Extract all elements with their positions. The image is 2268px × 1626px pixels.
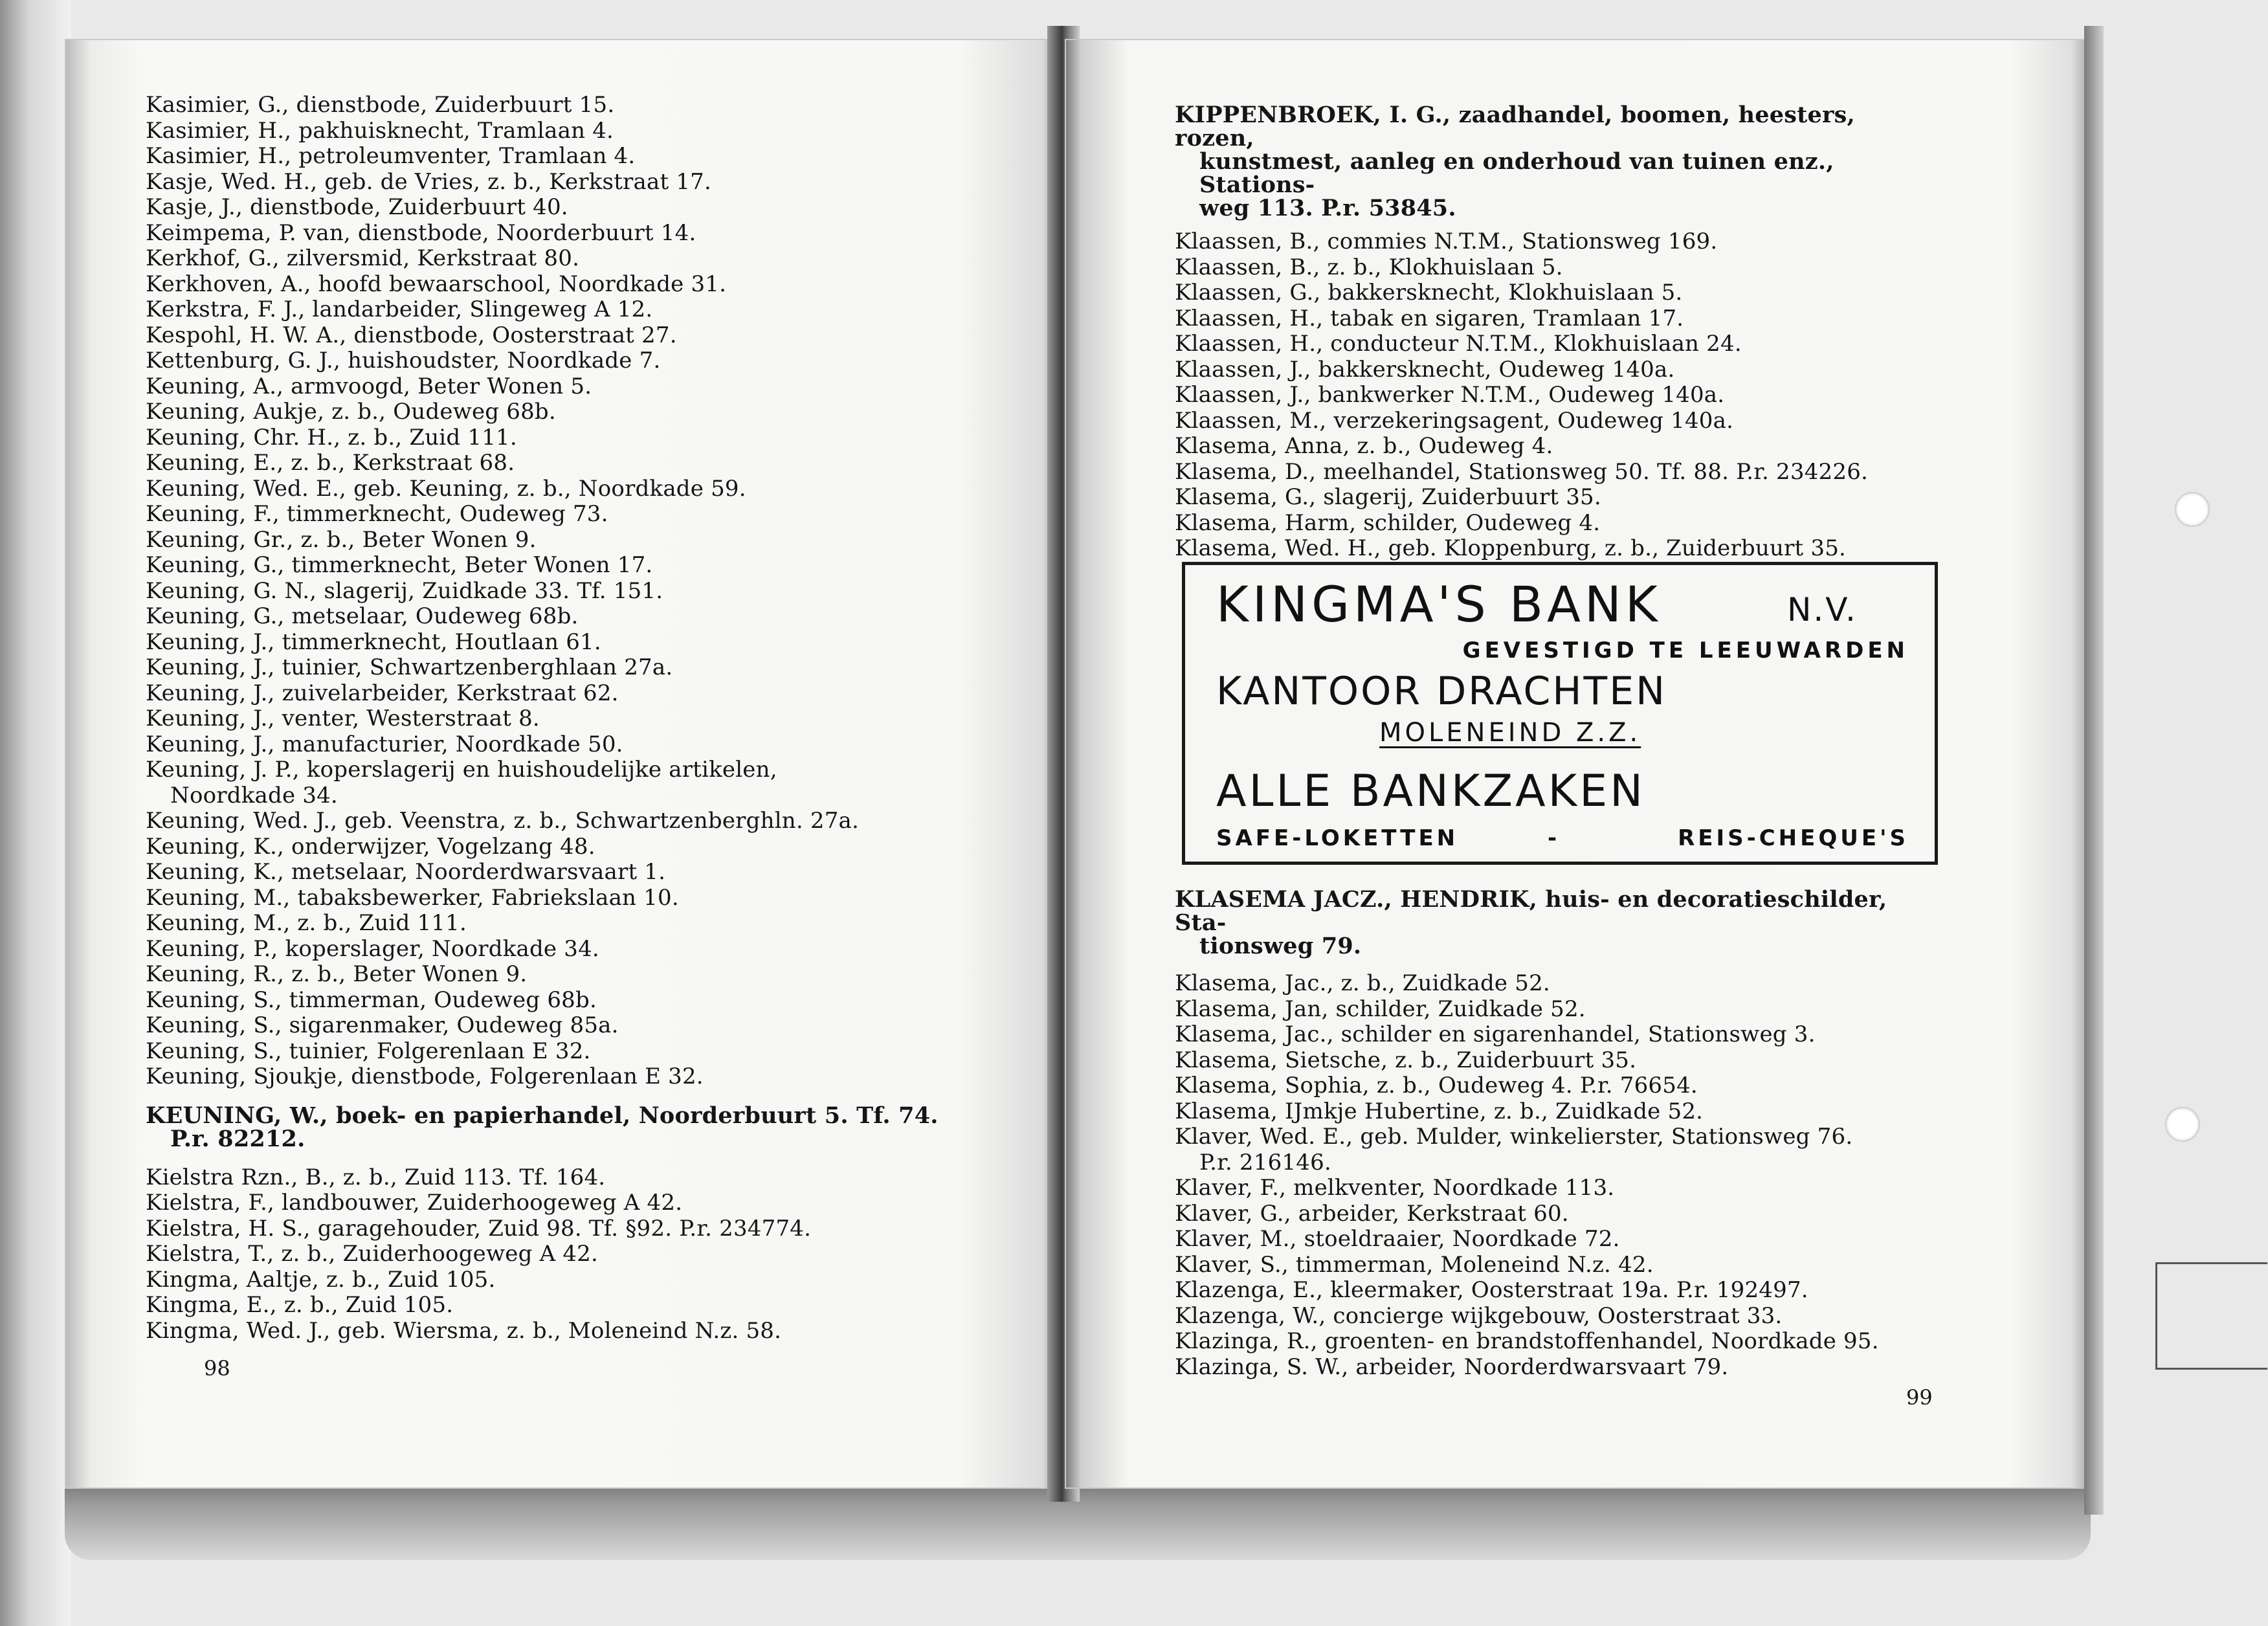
directory-entry: Kasje, J., dienstbode, Zuiderbuurt 40. [146,194,568,220]
directory-entry: Kingma, E., z. b., Zuid 105. [146,1292,454,1318]
directory-entry: Keuning, M., z. b., Zuid 111. [146,910,467,936]
directory-entry: Keuning, J., zuivelarbeider, Kerkstraat 62. [146,680,619,706]
heading-line: KLASEMA JACZ., HENDRIK, huis- en decoratieschilder, Sta- [1175,886,1887,936]
directory-entry: Kespohl, H. W. A., dienstbode, Oosterstraat 27. [146,322,677,348]
directory-entry: Keuning, S., timmerman, Oudeweg 68b. [146,986,597,1013]
entry-list [1175,971,1932,1124]
entry-list [146,808,981,1090]
directory-entry: Kettenburg, G. J., huishoudster, Noordkade 7. [146,348,661,373]
directory-entry: Klasema, IJmkje Hubertine, z. b., Zuidkade 52. [1175,1098,1704,1124]
directory-entry: Klasema, Jac., z. b., Zuidkade 52. [1175,970,1550,996]
heading-line: KEUNING, W., boek- en papierhandel, Noorderbuurt 5. Tf. 74. [146,1102,939,1129]
directory-entry [146,757,981,808]
directory-entry: Keuning, K., metselaar, Noorderdwarsvaart 1. [146,859,666,885]
directory-entry: Klaver, S., timmerman, Moleneind N.z. 42. [1175,1251,1654,1278]
directory-entry: Klasema, Jan, schilder, Zuidkade 52. [1175,996,1586,1022]
ad-safe-deposit: SAFE-LOKETTEN [1216,825,1459,851]
business-heading [1175,104,1932,220]
directory-entry: Keuning, S., tuinier, Folgerenlaan E 32. [146,1038,591,1064]
page-edge [2084,26,2104,1515]
business-heading [146,1104,981,1151]
directory-entry [1175,1124,1932,1175]
entry-line: Keuning, J. P., koperslagerij en huishoudelijke artikelen, [146,757,777,783]
directory-entry: Kasimier, H., pakhuisknecht, Tramlaan 4. [146,117,614,144]
heading-line-continued: tionsweg 79. [1199,933,1362,959]
heading-line-continued: kunstmest, aanleg en onderhoud van tuinen enz., Stations- [1199,148,1834,198]
directory-entry: Kingma, Aaltje, z. b., Zuid 105. [146,1266,496,1293]
ad-street: MOLENEIND Z.Z. [1379,718,1641,748]
directory-entry: Klaver, M., stoeldraaier, Noordkade 72. [1175,1226,1620,1252]
directory-entry: Kasimier, G., dienstbode, Zuiderbuurt 15. [146,92,615,118]
entry-line-continued: P.r. 216146. [1199,1149,1331,1175]
ad-title: KINGMA'S BANK [1216,575,1662,633]
ad-separator: - [1548,825,1557,851]
directory-entry: Kerkhoven, A., hoofd bewaarschool, Noordkade 31. [146,271,727,297]
directory-entry: Keuning, Gr., z. b., Beter Wonen 9. [146,526,537,553]
heading-line-continued: weg 113. P.r. 53845. [1199,195,1456,221]
directory-entry: Kielstra, T., z. b., Zuiderhoogeweg A 42. [146,1241,599,1267]
directory-entry: Keuning, G., timmerknecht, Beter Wonen 17. [146,552,653,578]
directory-entry: Klasema, Harm, schilder, Oudeweg 4. [1175,509,1601,536]
right-entries-top [1175,104,1932,562]
entry-line: Klaver, Wed. E., geb. Mulder, winkelierster, Stationsweg 76. [1175,1124,1853,1150]
directory-entry: Klazenga, W., concierge wijkgebouw, Oosterstraat 33. [1175,1302,1783,1329]
entry-list [146,93,981,757]
directory-entry: Keuning, F., timmerknecht, Oudeweg 73. [146,501,608,527]
heading-line-continued: P.r. 82212. [170,1125,306,1152]
directory-entry: Kielstra, F., landbouwer, Zuiderhoogeweg A 42. [146,1190,683,1216]
directory-entry: Keuning, R., z. b., Beter Wonen 9. [146,961,528,987]
binder-hole-icon [2165,1107,2200,1142]
directory-entry: Keuning, S., sigarenmaker, Oudeweg 85a. [146,1012,619,1038]
directory-entry: Kingma, Wed. J., geb. Wiersma, z. b., Moleneind N.z. 58. [146,1317,782,1344]
directory-entry: Klasema, Wed. H., geb. Kloppenburg, z. b., Zuiderbuurt 35. [1175,535,1847,561]
directory-entry: Keuning, Sjoukje, dienstbode, Folgerenlaan E 32. [146,1064,704,1089]
directory-entry: Klazinga, R., groenten- en brandstoffenhandel, Noordkade 95. [1175,1328,1879,1354]
entry-list [146,1165,981,1344]
page-tab-mark [2155,1262,2267,1370]
entry-list [1175,1175,1932,1380]
directory-entry: Klaver, G., arbeider, Kerkstraat 60. [1175,1200,1569,1227]
directory-entry: Kasje, Wed. H., geb. de Vries, z. b., Kerkstraat 17. [146,168,711,195]
directory-entry: Keimpema, P. van, dienstbode, Noorderbuurt 14. [146,219,696,246]
directory-entry: Keuning, J., venter, Westerstraat 8. [146,706,540,731]
scan-edge [0,0,71,1626]
directory-entry: Keuning, P., koperslager, Noordkade 34. [146,935,599,962]
directory-entry: Klaassen, B., commies N.T.M., Stationsweg 169. [1175,228,1718,254]
bank-advertisement [1182,562,1938,865]
directory-entry: Klaver, F., melkventer, Noordkade 113. [1175,1175,1615,1201]
directory-entry: Kerkhof, G., zilversmid, Kerkstraat 80. [146,245,580,271]
directory-entry: Kerkstra, F. J., landarbeider, Slingeweg A 12. [146,296,653,322]
directory-entry: Klaassen, G., bakkersknecht, Klokhuislaan 5. [1175,280,1683,306]
directory-entry: Kasimier, H., petroleumventer, Tramlaan 4. [146,143,636,169]
directory-entry: Klasema, Sietsche, z. b., Zuiderbuurt 35. [1175,1047,1637,1073]
directory-entry: Keuning, Aukje, z. b., Oudeweg 68b. [146,399,556,425]
directory-entry: Keuning, Chr. H., z. b., Zuid 111. [146,424,517,451]
business-heading [1175,888,1932,958]
directory-entry: Klazinga, S. W., arbeider, Noorderdwarsvaart 79. [1175,1353,1729,1380]
directory-entry: Klaassen, H., tabak en sigaren, Tramlaan 17. [1175,305,1684,331]
ad-slogan: ALLE BANKZAKEN [1216,766,1646,817]
ad-travel-cheques: REIS-CHEQUE'S [1678,825,1909,851]
directory-entry: Klasema, Jac., schilder en sigarenhandel, Stationsweg 3. [1175,1021,1816,1047]
directory-entry: Kielstra, H. S., garagehouder, Zuid 98. Tf. §92. P.r. 234774. [146,1215,812,1242]
directory-entry: Keuning, J., timmerknecht, Houtlaan 61. [146,629,601,655]
directory-entry: Keuning, Wed. E., geb. Keuning, z. b., Noordkade 59. [146,475,746,502]
directory-entry: Keuning, G., metselaar, Oudeweg 68b. [146,603,579,629]
directory-entry: Klazenga, E., kleermaker, Oosterstraat 19a. P.r. 192497. [1175,1277,1808,1303]
right-entries-bottom [1175,888,1932,1380]
directory-entry: Klasema, G., slagerij, Zuiderbuurt 35. [1175,484,1601,510]
directory-entry: Klasema, D., meelhandel, Stationsweg 50. Tf. 88. P.r. 234226. [1175,458,1869,485]
heading-line: KIPPENBROEK, I. G., zaadhandel, boomen, heesters, rozen, [1175,102,1855,151]
directory-entry: Klasema, Sophia, z. b., Oudeweg 4. P.r. 76654. [1175,1073,1698,1098]
binder-hole-icon [2175,492,2210,527]
ad-suffix: N.V. [1787,591,1858,629]
directory-entry: Klaassen, M., verzekeringsagent, Oudeweg 140a. [1175,407,1734,434]
ad-established: GEVESTIGD TE LEEUWARDEN [1462,638,1909,663]
directory-entry: Keuning, J., tuinier, Schwartzenberghlaan 27a. [146,654,673,680]
directory-entry: Keuning, K., onderwijzer, Vogelzang 48. [146,833,595,860]
directory-entry: Klasema, Anna, z. b., Oudeweg 4. [1175,433,1553,459]
left-entries [146,93,981,1344]
directory-entry: Keuning, Wed. J., geb. Veenstra, z. b., Schwartzenberghln. 27a. [146,808,860,834]
entry-line-continued: Noordkade 34. [170,782,338,808]
directory-entry: Klaassen, J., bakkersknecht, Oudeweg 140a. [1175,356,1675,383]
page-number-right: 99 [1906,1385,1933,1410]
directory-entry: Keuning, A., armvoogd, Beter Wonen 5. [146,373,592,399]
directory-entry: Klaassen, H., conducteur N.T.M., Klokhuislaan 24. [1175,331,1742,357]
entry-list [1175,229,1932,562]
directory-entry: Klaassen, J., bankwerker N.T.M., Oudeweg 140a. [1175,382,1725,408]
directory-entry: Keuning, M., tabaksbewerker, Fabriekslaan 10. [146,884,679,911]
directory-entry: Keuning, G. N., slagerij, Zuidkade 33. Tf. 151. [146,577,663,604]
directory-entry: Keuning, E., z. b., Kerkstraat 68. [146,450,515,476]
directory-entry: Keuning, J., manufacturier, Noordkade 50. [146,731,623,757]
page-number-left: 98 [204,1356,230,1381]
directory-entry: Klaassen, B., z. b., Klokhuislaan 5. [1175,254,1563,280]
directory-entry: Kielstra Rzn., B., z. b., Zuid 113. Tf. 164. [146,1164,606,1190]
ad-office: KANTOOR DRACHTEN [1216,669,1667,714]
